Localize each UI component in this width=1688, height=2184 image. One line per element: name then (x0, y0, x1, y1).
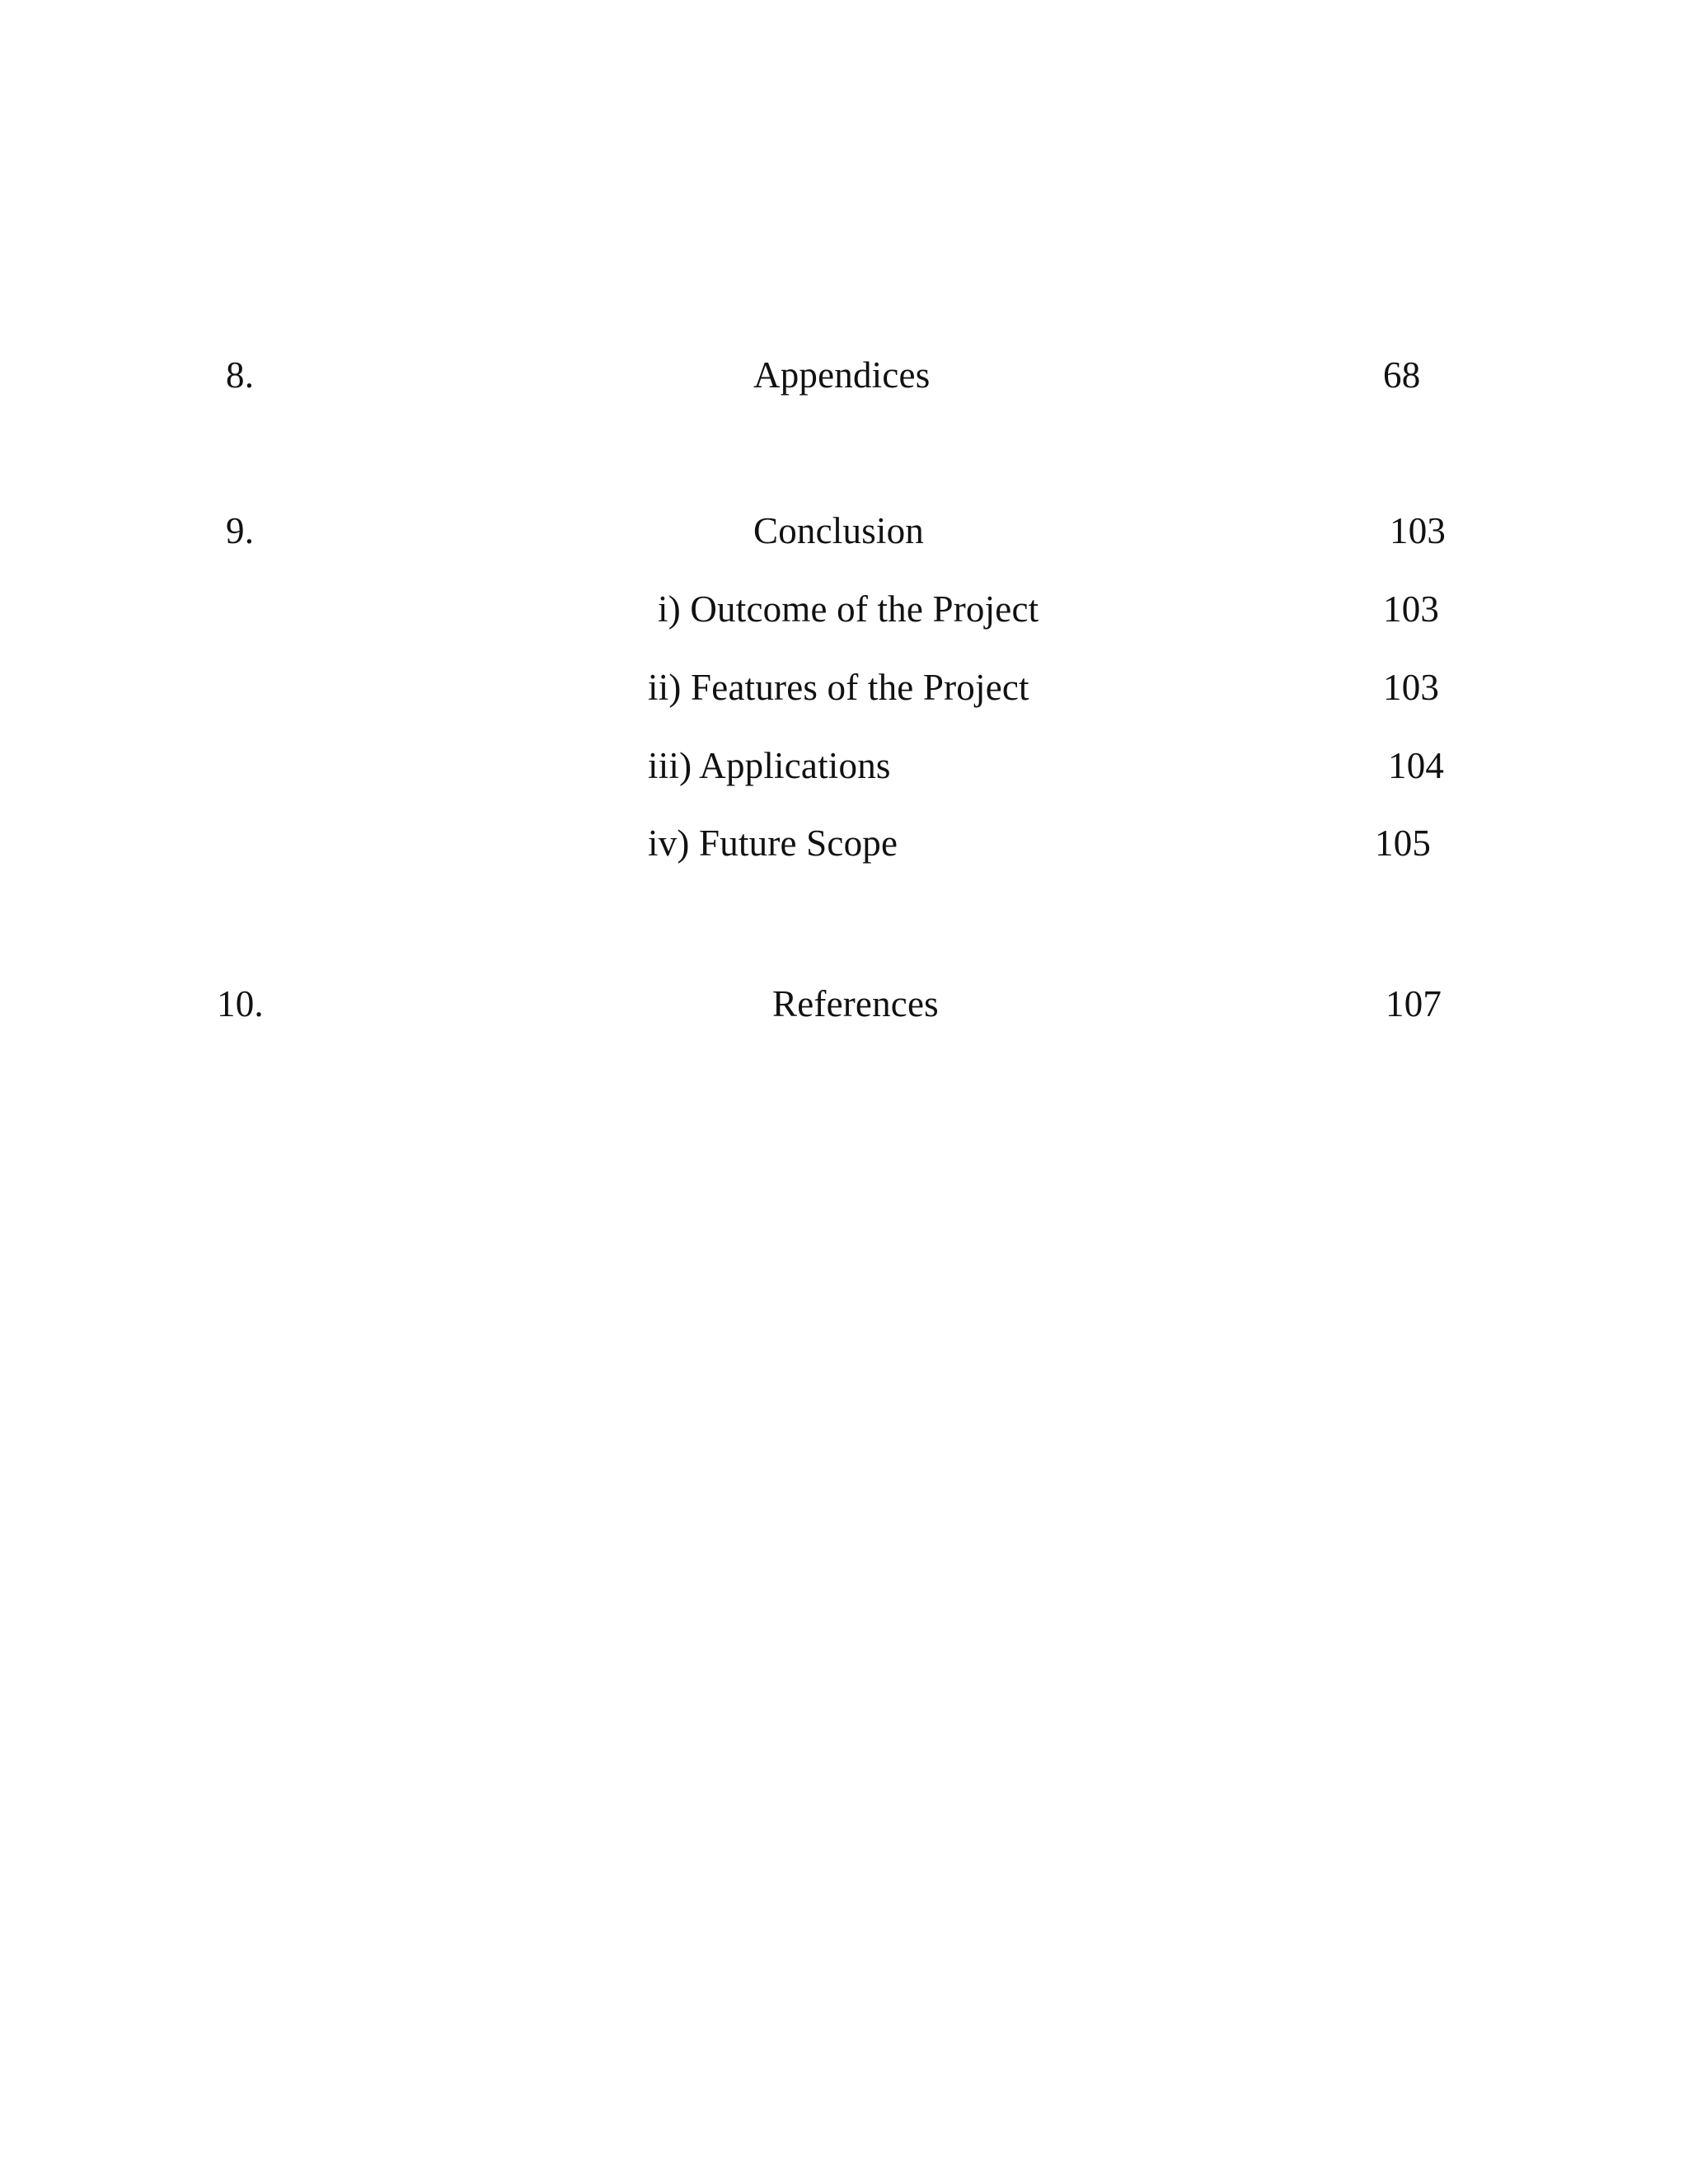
toc-subitem-label: ii) Features of the Project (648, 667, 1029, 708)
toc-subitem-page: 104 (1388, 745, 1445, 786)
toc-number: 8. (226, 354, 255, 396)
toc-title: References (772, 983, 939, 1024)
toc-subitem-label: iii) Applications (648, 745, 891, 786)
toc-page-number: 107 (1386, 983, 1442, 1024)
toc-subitem-label: i) Outcome of the Project (658, 588, 1039, 630)
toc-subitem-label: iv) Future Scope (648, 823, 898, 864)
toc-page-number: 68 (1383, 354, 1421, 396)
toc-number: 9. (226, 510, 255, 551)
toc-number: 10. (217, 983, 264, 1024)
toc-subitem-page: 103 (1383, 588, 1440, 630)
toc-subitem-page: 105 (1375, 823, 1432, 864)
toc-title: Conclusion (753, 510, 925, 551)
toc-title: Appendices (753, 354, 931, 396)
toc-page-number: 103 (1390, 510, 1447, 551)
toc-subitem-page: 103 (1383, 667, 1440, 708)
